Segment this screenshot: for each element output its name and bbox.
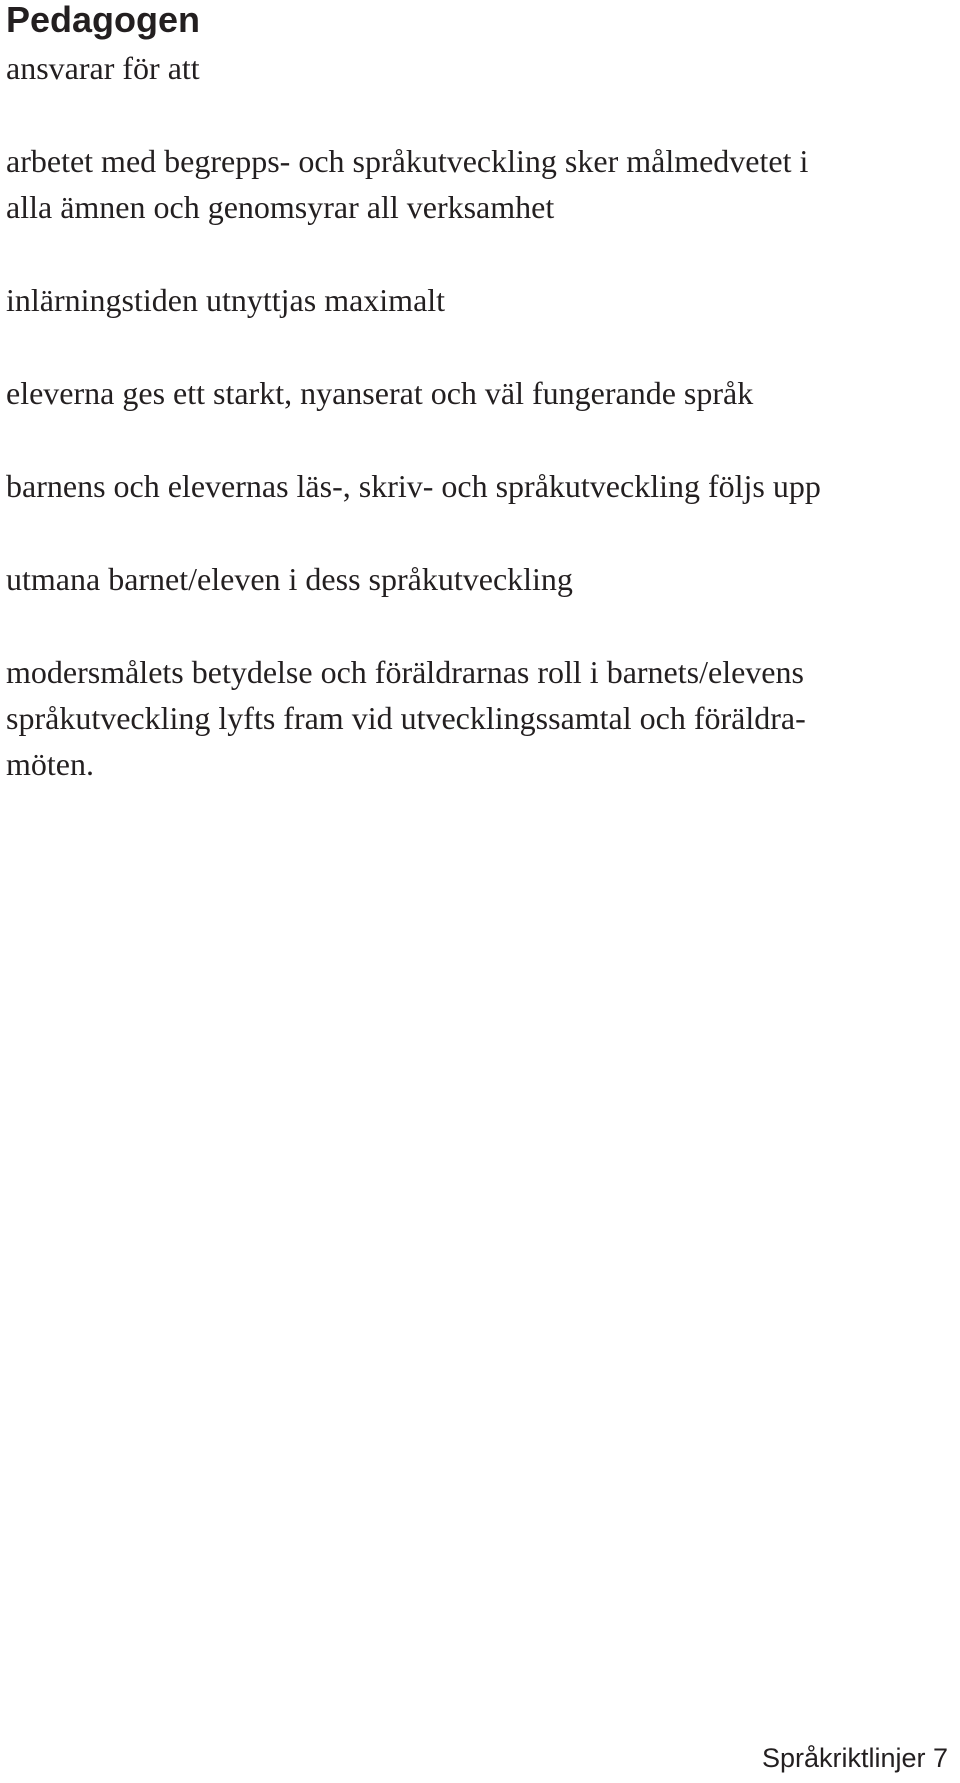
page-footer: Språkriktlinjer 7 — [761, 1743, 948, 1773]
list-item — [6, 277, 956, 323]
responsibility-list — [6, 138, 956, 834]
list-item — [6, 370, 956, 416]
list-item-line: arbetet med begrepps- och språkutveckling sker målmedvetet i — [6, 143, 809, 179]
list-item — [6, 556, 956, 602]
list-item — [6, 463, 956, 509]
list-item-line: möten. — [6, 746, 94, 782]
section-heading: Pedagogen — [6, 0, 201, 40]
list-item — [6, 649, 956, 787]
list-item-line: barnens och elevernas läs-, skriv- och språkutveckling följs upp — [6, 468, 821, 504]
list-item-line: alla ämnen och genomsyrar all verksamhet — [6, 189, 555, 225]
list-item — [6, 138, 956, 230]
list-item-line: modersmålets betydelse och föräldrarnas roll i barnets/elevens — [6, 654, 804, 690]
list-item-line: eleverna ges ett starkt, nyanserat och väl fungerande språk — [6, 375, 754, 411]
list-item-line: inlärningstiden utnyttjas maximalt — [6, 282, 446, 318]
list-item-line: språkutveckling lyfts fram vid utvecklingssamtal och föräldra- — [6, 700, 806, 736]
intro-text: ansvarar för att — [6, 50, 200, 86]
list-item-line: utmana barnet/eleven i dess språkutveckling — [6, 561, 573, 597]
